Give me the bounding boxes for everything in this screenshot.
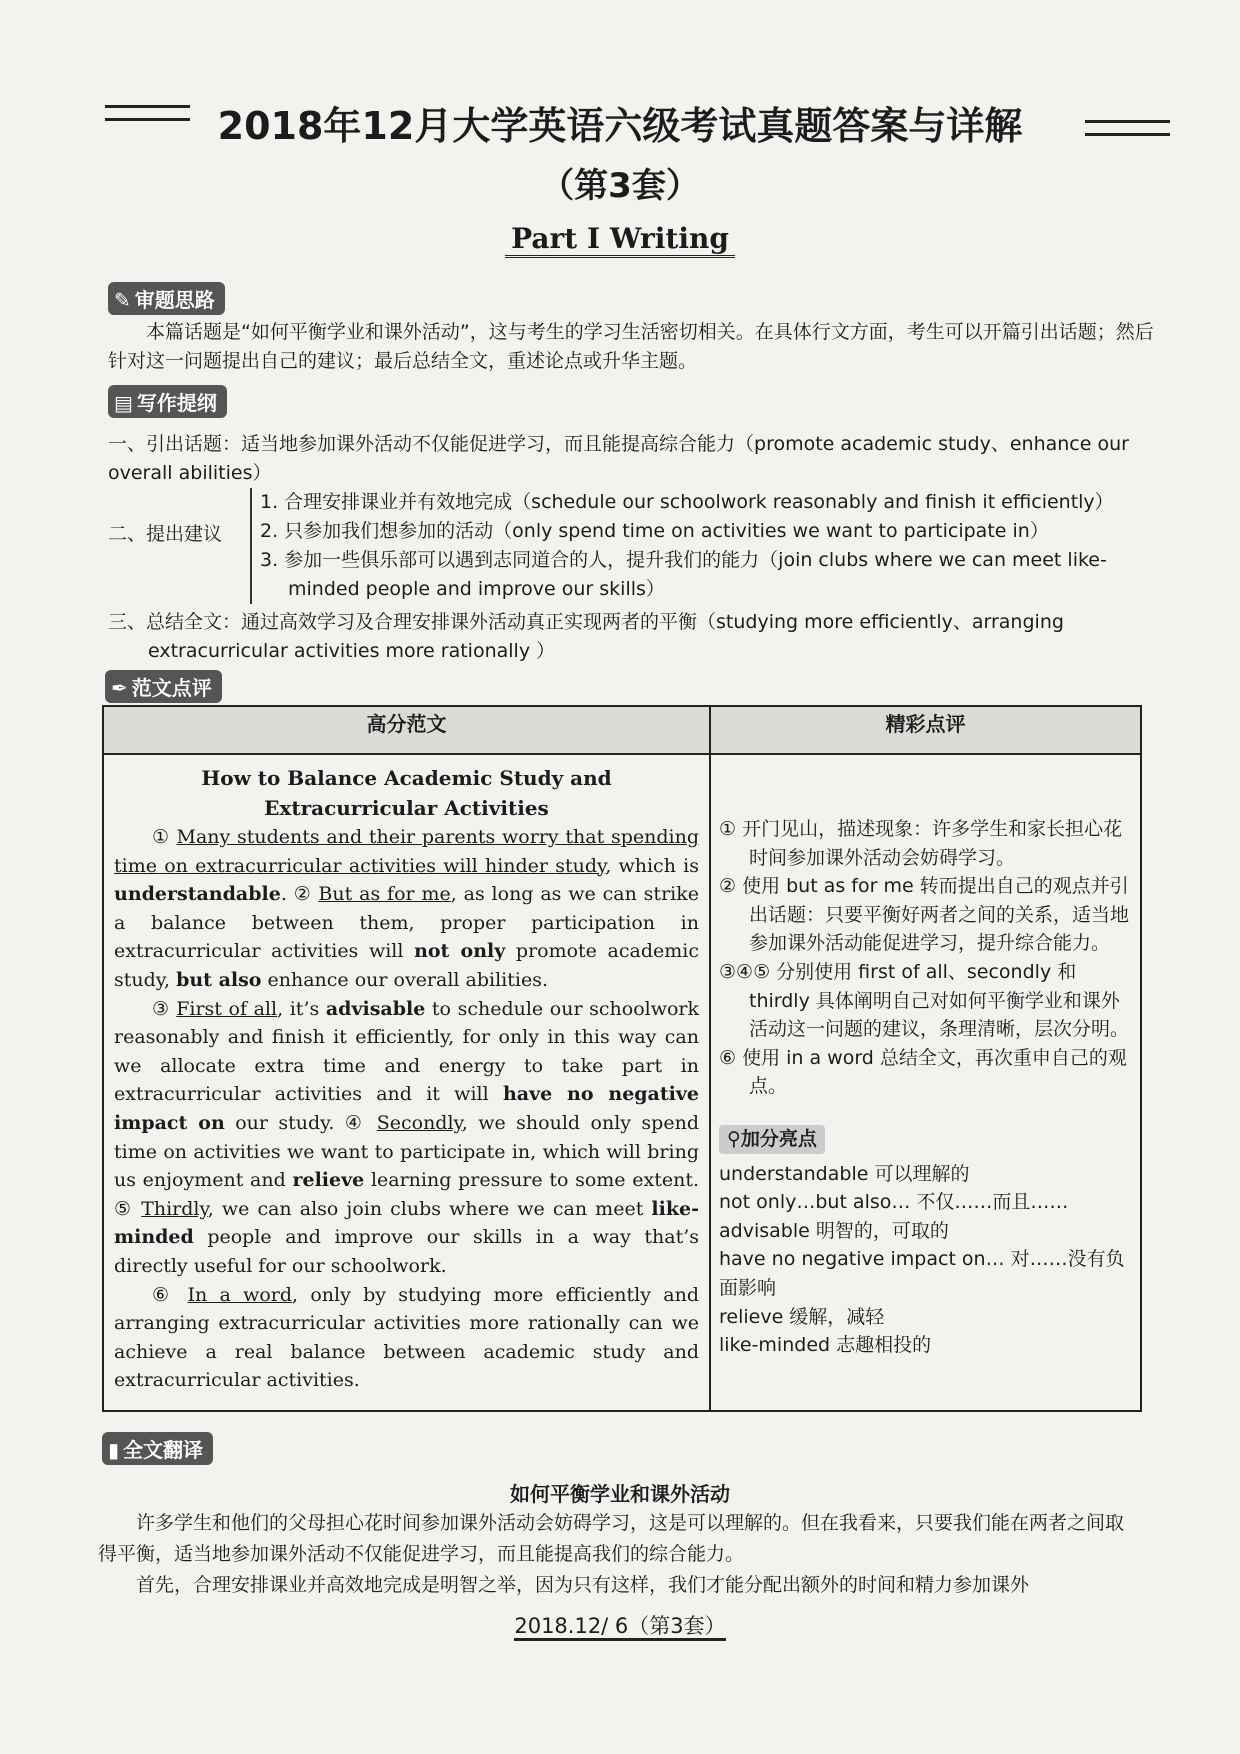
essay-title-line: How to Balance Academic Study and bbox=[201, 766, 612, 790]
essay-body bbox=[114, 823, 699, 1395]
tag-label: 加分亮点 bbox=[740, 1127, 817, 1150]
essay-text: people and improve our skills in a way that’s directly useful for our schoolwork. bbox=[114, 1226, 699, 1277]
essay-text: , as long as we can strike a balance between them, proper participation in extracurricular activities will bbox=[114, 883, 699, 963]
bold-phrase: have no negative impact on bbox=[114, 1083, 699, 1134]
comment-item: ⑥ 使用 in a word 总结全文，再次重申自己的观点。 bbox=[719, 1046, 1127, 1098]
pen-icon: ✒ bbox=[111, 676, 128, 700]
essay-title bbox=[114, 763, 699, 823]
essay-paragraph bbox=[114, 995, 699, 1281]
essay-text: , which is bbox=[605, 854, 699, 877]
section-tag-outline bbox=[108, 385, 227, 418]
outline-point-two-label: 二、提出建议 bbox=[108, 523, 223, 545]
essay-text: , we should only spend time on activities we want to participate in, which will bring us enjoyment and bbox=[114, 1111, 699, 1192]
bold-phrase: like-minded bbox=[114, 1197, 699, 1249]
outline-item: 3. 参加一些俱乐部可以遇到志同道合的人，提升我们的能力（join clubs where we can meet like-minded people and improve our skills） bbox=[260, 549, 1107, 600]
part-heading bbox=[0, 222, 1240, 255]
header-essay: 高分范文 bbox=[103, 706, 710, 754]
bold-phrase: advisable bbox=[325, 997, 426, 1020]
essay-text: , only by studying more efficiently and arranging extracurricular activities more rationally can we achieve a real balance between academic study and extracurricular activities. bbox=[114, 1283, 699, 1392]
underlined-phrase: Secondly bbox=[376, 1111, 462, 1134]
highlights-tag bbox=[719, 1125, 825, 1154]
tag-label: 审题思路 bbox=[134, 288, 215, 312]
highlight-item: relieve 缓解，减轻 bbox=[719, 1305, 885, 1328]
bold-phrase: understandable bbox=[114, 883, 281, 906]
outline-item: 1. 合理安排课业并有效地完成（schedule our schoolwork reasonably and finish it efficiently） bbox=[260, 491, 1114, 513]
essay-text: our study. ④ bbox=[224, 1111, 377, 1134]
tag-label: 全文翻译 bbox=[123, 1438, 204, 1462]
highlight-item: advisable 明智的，可取的 bbox=[719, 1219, 949, 1242]
page-subtitle: （第3套） bbox=[540, 166, 700, 206]
footer-label: 2018.12/ 6（第3套） bbox=[514, 1614, 725, 1641]
essay-text: ⑥ bbox=[152, 1283, 188, 1306]
essay-text: enhance our overall abilities. bbox=[261, 968, 548, 991]
underlined-phrase: Many students and their parents worry that spending time on extracurricular activities will hinder study bbox=[114, 826, 699, 877]
translation-title: 如何平衡学业和课外活动 bbox=[510, 1482, 730, 1506]
bookmark-icon: ▮ bbox=[108, 1438, 120, 1462]
list-icon: ▤ bbox=[114, 391, 133, 415]
highlight-item: understandable 可以理解的 bbox=[719, 1162, 970, 1185]
essay-text: ③ bbox=[152, 997, 177, 1020]
highlight-item: not only…but also… 不仅……而且…… bbox=[719, 1191, 1069, 1214]
part-label: Part I Writing bbox=[505, 222, 735, 258]
essay-paragraph bbox=[114, 823, 699, 995]
essay-title-line: Extracurricular Activities bbox=[264, 796, 549, 820]
analysis-text: 本篇话题是“如何平衡学业和课外活动”，这与考生的学习生活密切相关。在具体行文方面，考生可以开篇引出话题；然后针对这一问题提出自己的建议；最后总结全文，重述论点或升华主题。 bbox=[108, 321, 1154, 372]
tag-label: 写作提纲 bbox=[136, 391, 217, 415]
essay-text: , it’s bbox=[277, 997, 326, 1020]
translation-paragraph: 首先，合理安排课业并高效地完成是明智之举，因为只有这样，我们才能分配出额外的时间和精力参加课外 bbox=[136, 1574, 1030, 1596]
essay-table bbox=[102, 705, 1142, 1412]
essay-text: promote academic study, bbox=[114, 940, 699, 991]
bold-phrase: not only bbox=[414, 940, 506, 963]
essay-text: , we can also join clubs where we can meet bbox=[207, 1197, 652, 1220]
tag-label: 范文点评 bbox=[131, 676, 212, 700]
essay-text: . ② bbox=[280, 883, 319, 906]
section-tag-translation bbox=[102, 1432, 213, 1465]
outline-item: 2. 只参加我们想参加的活动（only spend time on activities we want to participate in） bbox=[260, 520, 1049, 542]
underlined-phrase: In a word bbox=[187, 1283, 293, 1306]
comments-cell bbox=[710, 754, 1141, 1411]
essay-cell bbox=[103, 754, 710, 1411]
comment-item: ③④⑤ 分别使用 first of all、secondly 和 thirdly 具体阐明自己对如何平衡学业和课外活动这一问题的建议，条理清晰，层次分明。 bbox=[719, 960, 1130, 1041]
highlight-item: have no negative impact on… 对……没有负面影响 bbox=[719, 1248, 1125, 1299]
outline-point-two-items bbox=[250, 488, 1170, 604]
essay-text: ① bbox=[152, 826, 177, 848]
essay-text: learning pressure to some extent. ⑤ bbox=[114, 1169, 699, 1220]
section-tag-review bbox=[105, 670, 222, 703]
outline-point-one: 一、引出话题：适当地参加课外活动不仅能促进学习，而且能提高综合能力（promote academic study、enhance our overall abilities） bbox=[108, 433, 1129, 484]
bold-phrase: but also bbox=[176, 968, 262, 991]
highlight-item: like-minded 志趣相投的 bbox=[719, 1334, 932, 1357]
comment-item: ② 使用 but as for me 转而提出自己的观点并引出话题：只要平衡好两者之间的关系，适当地参加课外活动能促进学习，提升综合能力。 bbox=[719, 875, 1130, 955]
underlined-phrase: First of all bbox=[176, 997, 278, 1020]
page-title: 2018年12月大学英语六级考试真题答案与详解 bbox=[217, 104, 1023, 148]
underlined-phrase: But as for me bbox=[318, 883, 451, 906]
essay-text: to schedule our schoolwork reasonably and finish it efficiently, for only in this way can we allocate extra time and energy to take part in extracurricular activities and it will bbox=[114, 997, 700, 1106]
essay-paragraph bbox=[114, 1281, 699, 1395]
outline-point-three: 三、总结全文：通过高效学习及合理安排课外活动真正实现两者的平衡（studying more efficiently、arranging extracurricular activities more rationally ） bbox=[108, 611, 1064, 662]
underlined-phrase: Thirdly bbox=[141, 1197, 208, 1220]
bold-phrase: relieve bbox=[292, 1169, 365, 1192]
translation-paragraph: 许多学生和他们的父母担心花时间参加课外活动会妨碍学习，这是可以理解的。但在我看来，只要我们能在两者之间取得平衡，适当地参加课外活动不仅能促进学习，而且能提高我们的综合能力。 bbox=[98, 1512, 1125, 1565]
pencil-icon: ✎ bbox=[114, 288, 131, 312]
page-footer bbox=[0, 1610, 1240, 1640]
section-tag-analysis bbox=[108, 282, 225, 315]
header-comments: 精彩点评 bbox=[710, 706, 1141, 754]
magnifier-icon: ⚲ bbox=[727, 1127, 741, 1150]
comment-item: ① 开门见山，描述现象：许多学生和家长担心花时间参加课外活动会妨碍学习。 bbox=[719, 818, 1123, 869]
